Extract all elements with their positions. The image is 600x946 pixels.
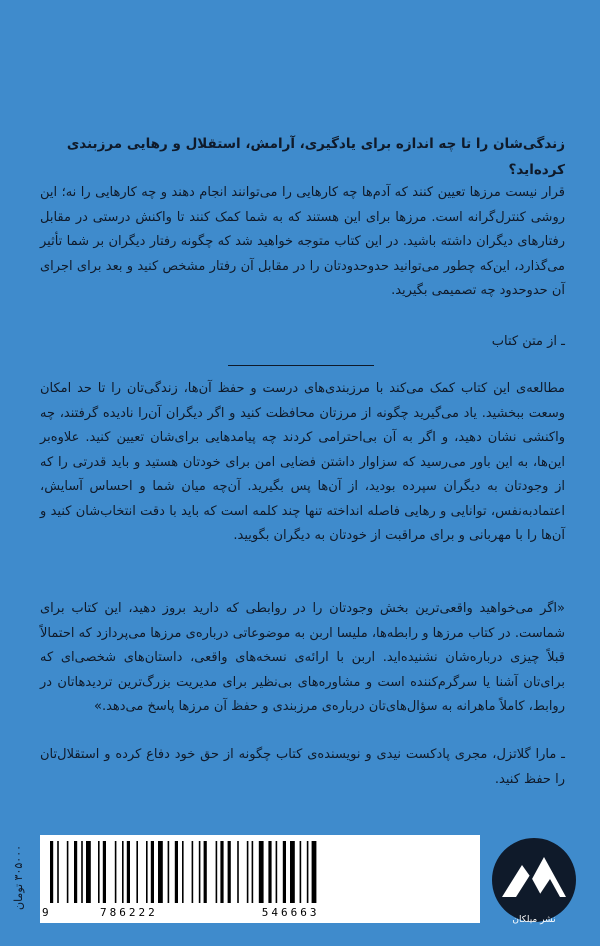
- publisher-logo: [492, 835, 576, 925]
- barcode-bars-icon: [50, 841, 470, 903]
- paragraph-book-description: مطالعه‌ی این کتاب کمک می‌کند با مرزبندی‌های درست و حفظ آن‌ها، زندگی‌تان را تا حد امکان وسعت ببخشید. یاد می‌گیرید چگونه از مرزتان محافظت کنید و اگر دیگران آن‌را نادیده گرفتند، چه واکنشی نشان دهید، و اگر به آن بی‌احترامی کردند چه پیامدهایی برای‌شان تعیین کنید. علاوه‌بر این‌ها، به این باور می‌رسید که سزاوار داشتن فضایی امن برای خودتان هستید و باید قدرتی را که از وجودتان به دیگران سپرده بودید، از آن‌ها پس بگیرید. آن‌چه میان شما و احساس آسایش، اعتمادبه‌نفس، توانایی و رهایی فاصله انداخته تنها چند کلمه است که باید با دقت انتخاب‌شان کنید و آن‌ها را با مهربانی و برای مراقبت از خودتان به دیگران بگویید.: [40, 381, 565, 543]
- excerpt-source-label: ـ از متن کتاب: [491, 334, 565, 349]
- isbn-group-left: 786222: [100, 906, 158, 919]
- mountain-logo-icon: [492, 835, 576, 925]
- price-label: ۳۰۵۰۰۰ تومان: [12, 845, 25, 911]
- paragraph-endorsement-quote: «اگر می‌خواهید واقعی‌ترین بخش وجودتان را در روابطی که دارید بروز دهید، این کتاب برای شماست. در کتاب مرزها و رابطه‌ها، ملیسا اربن به موضوعاتی درباره‌ی مرزها می‌پردازد که احتمالاً قبلاً چیزی درباره‌شان نشنیده‌اید. اربن با ارائه‌ی نسخه‌های واقعی، داستان‌های شخصی‌ای که برای‌تان آشنا یا سرگرم‌کننده است و مشاوره‌های بی‌نظیر برای مدیریت بزرگ‌ترین تردیدهاتان در روابط، کاملاً ماهرانه به سؤال‌های‌تان درباره‌ی مرزبندی و حفظ آن مرزها پاسخ می‌دهد.»: [40, 601, 565, 714]
- publisher-name: نشر میلکان: [512, 915, 556, 925]
- barcode: [40, 835, 480, 923]
- paragraph-book-excerpt: قرار نیست مرزها تعیین کنند که آدم‌ها چه کارهایی را می‌توانند انجام دهند و چه کارهایی را نه؛ این روشی کنترل‌گرانه است. مرزها برای این هستند که به شما کمک کنند تا واکنش درستی در مقابل رفتارهای دیگران داشته باشید. در این کتاب متوجه خواهید شد که چگونه رفتار دیگران بر شما تأثیر می‌گذارد، این‌که چطور می‌توانید حدوحدودتان را در مقابل آن رفتار مشخص کنید و بعد برای اجرای آن حدوحدود چه تصمیمی بگیرید.: [40, 185, 565, 298]
- section-divider: [228, 365, 374, 366]
- isbn-group-right: 546663: [261, 906, 320, 919]
- cover-question-heading: زندگی‌شان را تا چه اندازه برای یادگیری، آرامش، استقلال و رهایی مرزبندی کرده‌اید؟: [66, 136, 565, 178]
- isbn-first-digit: 9: [42, 906, 49, 919]
- endorsement-attribution: ـ مارا گلاتزل، مجری پادکست نیدی و نویسنده‌ی کتاب چگونه از حق خود دفاع کرده و استقلال‌تان را حفظ کنید.: [40, 747, 565, 787]
